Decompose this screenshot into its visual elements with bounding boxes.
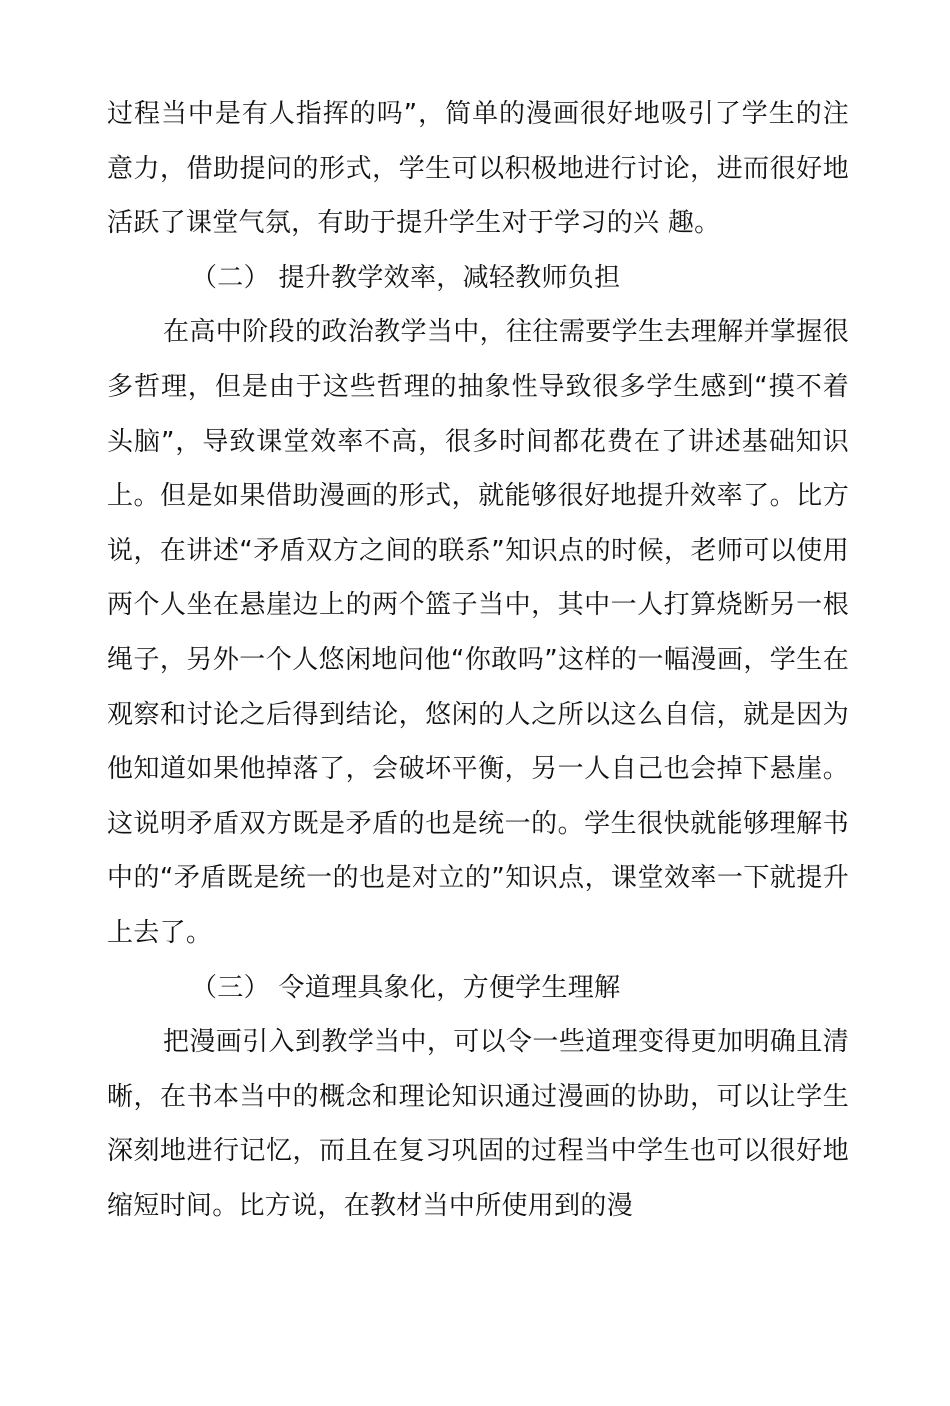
paragraph-concretize: 把漫画引入到教学当中，可以令一些道理变得更加明确且清晰，在书本当中的概念和理论知识通过漫画的协助，可以让学生深刻地进行记忆，而且在复习巩固的过程当中学生也可以很好地缩短时间。比方说，在教材当中所使用到的漫 bbox=[107, 1027, 849, 1221]
paragraph-efficiency: 在高中阶段的政治教学当中，往往需要学生去理解并掌握很多哲理，但是由于这些哲理的抽象性导致很多学生感到“摸不着头脑”，导致课堂效率不高，很多时间都花费在了讲述基础知识上。但是如果借助漫画的形式，就能够很好地提升效率了。比方说，在讲述“矛盾双方之间的联系”知识点的时候，老师可以使用两个人坐在悬崖边上的两个篮子当中，其中一人打算烧断另一根绳子，另外一个人悠闲地问他“你敢吗”这样的一幅漫画，学生在观察和讨论之后得到结论，悠闲的人之所以这么自信，就是因为他知道如果他掉落了，会破坏平衡，另一人自己也会掉下悬崖。这说明矛盾双方既是矛盾的也是统一的。学生很快就能够理解书中的“矛盾既是统一的也是对立的”知识点，课堂效率一下就提升上去了。 bbox=[107, 317, 849, 948]
section-heading-2: （二） 提升教学效率，减轻教师负担 bbox=[191, 262, 621, 293]
paragraph-continuation: 过程当中是有人指挥的吗”，简单的漫画很好地吸引了学生的注意力，借助提问的形式，学生可以积极地进行讨论，进而很好地活跃了课堂气氛，有助于提升学生对于学习的兴 趣。 bbox=[107, 99, 849, 239]
document-page bbox=[107, 87, 849, 1233]
section-heading-3: （三） 令道理具象化，方便学生理解 bbox=[191, 972, 621, 1003]
